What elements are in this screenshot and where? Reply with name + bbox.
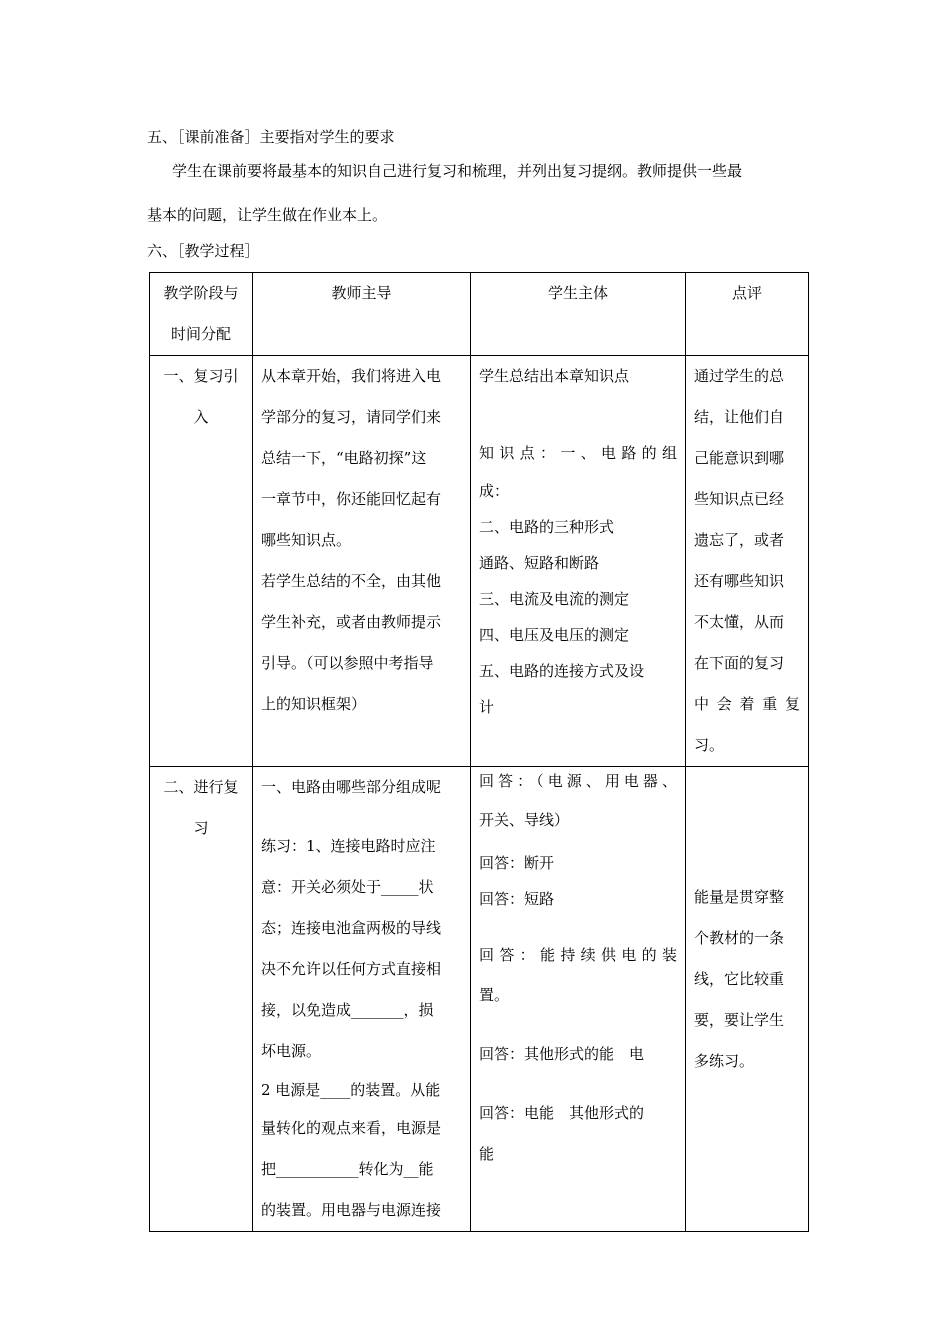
row2-teacher-line: 意：开关必须处于_____状 xyxy=(261,878,434,896)
row2-comment-line: 线，它比较重 xyxy=(694,970,785,988)
row1-student-line: 学生总结出本章知识点 xyxy=(479,367,630,385)
row2-comment-line: 多练习。 xyxy=(694,1052,755,1070)
row1-student-line: 四、电压及电压的测定 xyxy=(479,626,630,644)
row1-student-line: 二、电路的三种形式 xyxy=(479,518,615,536)
row1-stage-line2: 入 xyxy=(193,408,209,426)
row1-comment-line: 不太懂，从而 xyxy=(694,613,785,631)
row1-comment-line: 在下面的复习 xyxy=(694,654,785,672)
row1-teacher-line: 上的知识框架） xyxy=(261,695,367,713)
teaching-process-table xyxy=(149,272,809,1232)
spacer xyxy=(261,808,462,826)
row2-teacher-line: 决不允许以任何方式直接相 xyxy=(261,960,442,978)
row1-teacher xyxy=(253,356,471,767)
row1-stage xyxy=(150,356,253,767)
row2-teacher-line: 一、电路由哪些部分组成呢 xyxy=(261,778,442,796)
row1-student-line: 成： xyxy=(479,482,510,500)
row2-teacher-line: 的装置。用电器与电源连接 xyxy=(261,1201,442,1219)
section5-body-line2: 基本的问题，让学生做在作业本上。 xyxy=(147,206,388,224)
row2-teacher-line: 坏电源。 xyxy=(261,1042,322,1060)
row2-comment-line: 能量是贯穿整 xyxy=(694,888,785,906)
spacer xyxy=(479,917,677,935)
row2-teacher-line: 练习：1、连接电路时应注 xyxy=(261,837,436,855)
row1-teacher-line: 引导。（可以参照中考指导 xyxy=(261,654,434,672)
row1-comment-line: 些知识点已经 xyxy=(694,490,785,508)
row1-comment-line: 结，让他们自 xyxy=(694,408,785,426)
row2-student-line: 置。 xyxy=(479,986,510,1004)
row2-teacher-line: 把___________转化为__能 xyxy=(261,1160,434,1178)
spacer xyxy=(479,397,677,433)
row2-teacher-line: 接，以免造成_______，损 xyxy=(261,1001,434,1019)
row1-teacher-line: 学部分的复习，请同学们来 xyxy=(261,408,442,426)
row1-teacher-line: 学生补充，或者由教师提示 xyxy=(261,613,442,631)
row2-student-line: 回答：能持续供电的装 xyxy=(479,946,677,964)
row1-comment-line: 通过学生的总 xyxy=(694,367,785,385)
row2-teacher-line: 态；连接电池盒两极的导线 xyxy=(261,919,442,937)
header-stage-line2: 时间分配 xyxy=(170,325,231,343)
row2-stage-line2: 习 xyxy=(193,819,209,837)
header-teacher: 教师主导 xyxy=(253,273,471,356)
row1-comment-line: 己能意识到哪 xyxy=(694,449,785,467)
row2-teacher-line: 量转化的观点来看，电源是 xyxy=(261,1119,442,1137)
row2-student xyxy=(471,767,686,1232)
row1-comment-line: 中会着重复 xyxy=(694,695,800,713)
header-comment: 点评 xyxy=(686,273,809,356)
row2-student-line: 回答：短路 xyxy=(479,890,555,908)
row1-student-line: 通路、短路和断路 xyxy=(479,554,600,572)
table-row xyxy=(150,356,809,767)
row2-comment xyxy=(686,767,809,1232)
row1-comment-line: 还有哪些知识 xyxy=(694,572,785,590)
row2-student-line: 回答：其他形式的能 电 xyxy=(479,1045,645,1063)
table-row xyxy=(150,767,809,1232)
row2-comment-line: 个教材的一条 xyxy=(694,929,785,947)
row2-student-line: 回答：（电源、用电器、 xyxy=(479,772,677,790)
row1-comment-line: 遗忘了，或者 xyxy=(694,531,785,549)
spacer xyxy=(479,1075,677,1093)
header-student: 学生主体 xyxy=(471,273,686,356)
row2-stage xyxy=(150,767,253,1232)
row2-student-line: 能 xyxy=(479,1145,495,1163)
spacer xyxy=(479,1016,677,1034)
row1-student-line: 知识点：一、电路的组 xyxy=(479,444,677,462)
row1-student-line: 三、电流及电流的测定 xyxy=(479,590,630,608)
row1-teacher-line: 若学生总结的不全，由其他 xyxy=(261,572,442,590)
row2-teacher-line: 2 电源是____的装置。从能 xyxy=(261,1081,441,1099)
row1-teacher-line: 总结一下，“电路初探”这 xyxy=(261,449,427,467)
row2-comment-line: 要，要让学生 xyxy=(694,1011,785,1029)
row1-student-line: 计 xyxy=(479,698,495,716)
section6-heading: 六、［教学过程］ xyxy=(147,242,260,260)
row2-stage-line1: 二、进行复 xyxy=(163,778,239,796)
row2-student-line: 开关、导线） xyxy=(479,811,570,829)
row2-teacher xyxy=(253,767,471,1232)
row2-student-line: 回答：电能 其他形式的 xyxy=(479,1104,645,1122)
row2-student-line: 回答：断开 xyxy=(479,854,555,872)
row1-teacher-line: 一章节中，你还能回忆起有 xyxy=(261,490,442,508)
section5-heading: 五、［课前准备］主要指对学生的要求 xyxy=(147,128,395,146)
row1-stage-line1: 一、复习引 xyxy=(163,367,239,385)
row1-student-line: 五、电路的连接方式及设 xyxy=(479,662,645,680)
section5-body-line1: 学生在课前要将最基本的知识自己进行复习和梳理，并列出复习提纲。教师提供一些最 xyxy=(172,162,743,180)
table-header-row xyxy=(150,273,809,356)
row1-comment-line: 习。 xyxy=(694,736,725,754)
row1-comment xyxy=(686,356,809,767)
row1-teacher-line: 哪些知识点。 xyxy=(261,531,352,549)
header-stage xyxy=(150,273,253,356)
row1-teacher-line: 从本章开始，我们将进入电 xyxy=(261,367,442,385)
row1-student xyxy=(471,356,686,767)
header-stage-line1: 教学阶段与 xyxy=(163,284,239,302)
